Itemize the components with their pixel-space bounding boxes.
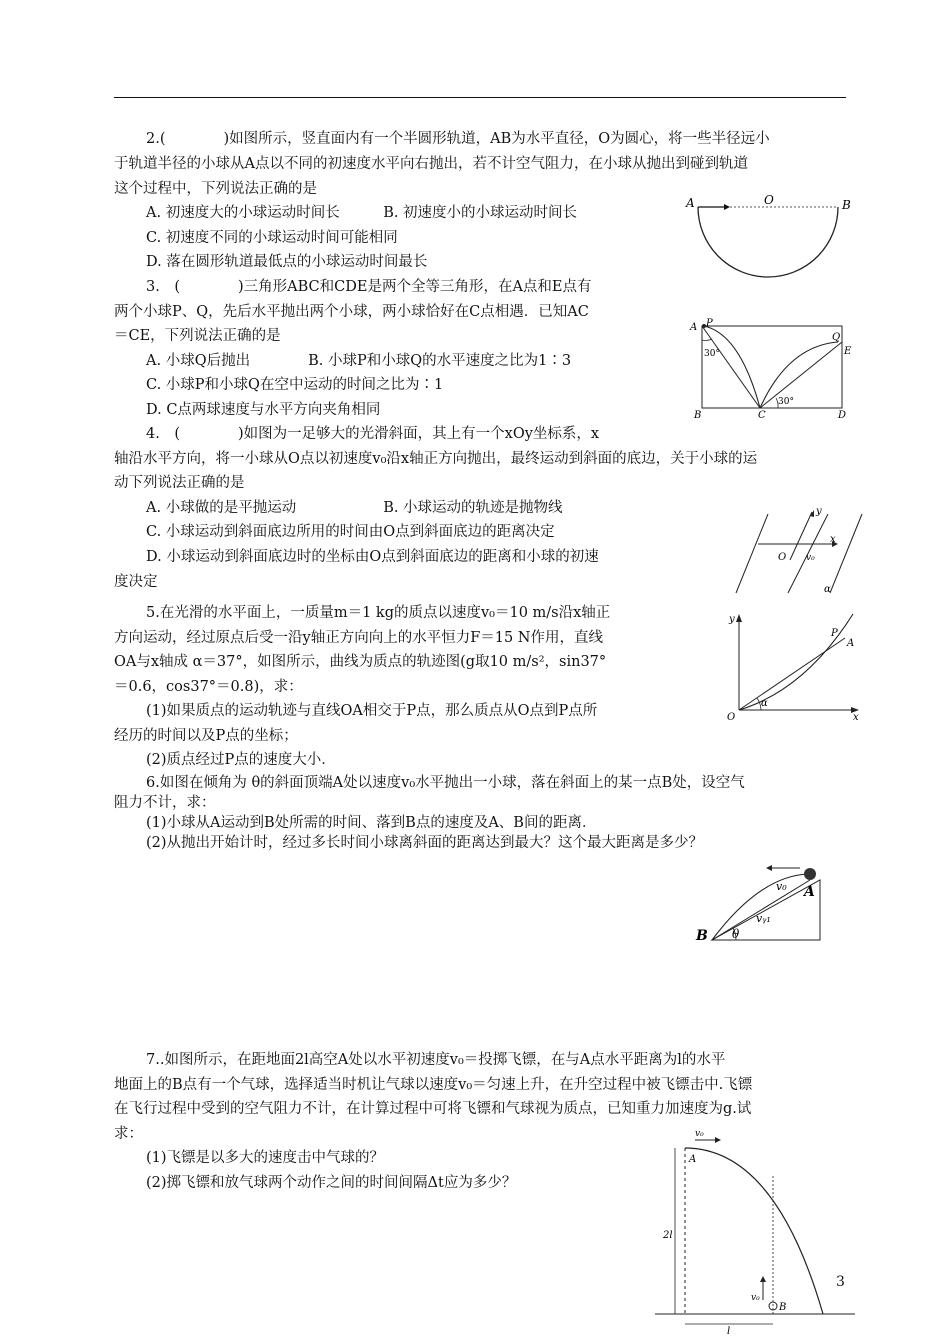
text-line: 于轨道半径的小球从A点以不同的初速度水平向右抛出，若不计空气阻力，在小球从抛出到碰到轨道 (114, 156, 748, 172)
label-A: A (690, 322, 698, 333)
trajectory-figure (725, 610, 865, 722)
label-P: P (831, 628, 838, 639)
label-x: x (853, 712, 859, 722)
text-line: (2)质点经过P点的速度大小． (146, 752, 336, 768)
text-line: OA与x轴成 α＝37°，如图所示，曲线为质点的轨迹图(g取10 m/s²，sin37° (114, 654, 607, 670)
text-line: ＝0.6，cos37°＝0.8)，求： (114, 679, 303, 695)
text-line: C. 小球P和小球Q在空中运动的时间之比为∶1 (146, 377, 444, 393)
text-line: (2)从抛出开始计时，经过多长时间小球离斜面的距离达到最大？这个最大距离是多少？ (146, 835, 704, 851)
text-line: 2.( )如图所示，竖直面内有一个半圆形轨道，AB为水平直径，O为圆心，将一些半径远小 (146, 131, 770, 147)
text-line: (1)飞镖是以多大的速度击中气球的？ (146, 1150, 385, 1166)
text-line: D. 落在圆形轨道最低点的小球运动时间最长 (146, 254, 428, 270)
label-v0-top: v₀ (695, 1129, 704, 1139)
label-l: l (727, 1326, 731, 1337)
label-O: O (727, 712, 736, 722)
label-B: B (842, 198, 851, 212)
text-line: 动下列说法正确的是 (114, 475, 245, 491)
header-rule (114, 97, 846, 98)
label-B: B (779, 1302, 787, 1313)
text-line: (1)小球从A运动到B处所需的时间、落到B点的速度及A、B间的距离． (146, 815, 597, 831)
label-alpha: α (761, 698, 768, 709)
label-D: D (838, 410, 847, 421)
text-line: C. 初速度不同的小球运动时间可能相同 (146, 230, 398, 246)
text-line: D. C点两球速度与水平方向夹角相同 (146, 402, 381, 418)
angle-label: 30° (778, 397, 794, 407)
label-C: C (758, 410, 766, 421)
label-y: y (729, 614, 735, 625)
text-line: 两个小球P、Q，先后水平抛出两个小球，两小球恰好在C点相遇．已知AC (114, 304, 589, 320)
label-B: B (696, 928, 708, 944)
text-line: 轴沿水平方向，将一小球从O点以初速度v₀沿x轴正方向抛出，最终运动到斜面的底边，关于小球的运 (114, 451, 758, 467)
text-line: 5.在光滑的水平面上，一质量m＝1 kg的质点以速度v₀＝10 m/s沿x轴正 (146, 605, 611, 621)
label-theta: θ (732, 927, 740, 941)
label-A: A (689, 1154, 697, 1165)
text-line: (2)掷飞镖和放气球两个动作之间的时间间隔Δt应为多少？ (146, 1175, 517, 1191)
label-y: y (816, 508, 822, 517)
label-vy1: vᵧ₁ (756, 912, 771, 925)
text-line: 度决定 (114, 574, 158, 590)
label-v0: v₀ (776, 880, 787, 893)
text-line: 4. ( )如图为一足够大的光滑斜面，其上有一个xOy坐标系，x (146, 426, 600, 442)
page-number: 3 (836, 1274, 845, 1290)
semicircle-track-figure (680, 190, 860, 290)
text-line: 经历的时间以及P点的坐标； (114, 728, 298, 744)
text-line: 6.如图在倾角为 θ的斜面顶端A处以速度v₀水平抛出一小球，落在斜面上的某一点B处，设空气 (146, 775, 745, 791)
dart-balloon-figure (655, 1128, 855, 1344)
label-A: A (804, 884, 815, 900)
text-line: 方向运动，经过原点后受一沿y轴正方向向上的水平恒力F＝15 N作用，直线 (114, 630, 603, 646)
text-line: A. 小球做的是平抛运动 B. 小球运动的轨迹是抛物线 (146, 500, 563, 516)
text-line: 阻力不计，求： (114, 795, 216, 811)
text-line: D. 小球运动到斜面底边时的坐标由O点到斜面底边的距离和小球的初速 (146, 549, 599, 565)
text-line: 3. ( )三角形ABC和CDE是两个全等三角形，在A点和E点有 (146, 279, 592, 295)
text-line: 在飞行过程中受到的空气阻力不计，在计算过程中可将飞镖和气球视为质点，已知重力加速度为g.试 (114, 1101, 752, 1117)
label-v0: v₀ (806, 553, 815, 563)
text-line: A. 小球Q后抛出 B. 小球P和小球Q的水平速度之比为1∶3 (146, 353, 572, 369)
text-line: 地面上的B点有一个气球，选择适当时机让气球以速度v₀＝匀速上升，在升空过程中被飞镖击中.飞镖 (114, 1077, 753, 1093)
label-A: A (686, 196, 695, 210)
text-line: 7..如图所示，在距地面2l高空A处以水平初速度v₀＝投掷飞镖，在与A点水平距离为l的水平 (146, 1052, 726, 1068)
label-Q: Q (832, 332, 841, 343)
label-x: x (830, 534, 836, 545)
label-h: 2l (663, 1230, 673, 1241)
label-O: O (764, 193, 774, 207)
label-E: E (844, 346, 852, 357)
label-A: A (847, 638, 855, 649)
label-v0-bottom: v₀ (751, 1293, 760, 1303)
slope-projectile-figure (688, 858, 828, 948)
text-line: (1)如果质点的运动轨迹与直线OA相交于P点，那么质点从O点到P点所 (146, 703, 598, 719)
text-line: 这个过程中，下列说法正确的是 (114, 181, 317, 197)
text-line: C. 小球运动到斜面底边所用的时间由O点到斜面底边的距离决定 (146, 524, 555, 540)
label-P: P (706, 318, 713, 329)
text-line: A. 初速度大的小球运动时间长 B. 初速度小的小球运动时间长 (146, 205, 578, 221)
label-O: O (778, 552, 787, 563)
inclined-plane-figure (728, 508, 868, 598)
triangles-figure (688, 312, 858, 422)
text-line: ＝CE，下列说法正确的是 (114, 328, 281, 344)
text-line: 求： (114, 1126, 143, 1142)
angle-label: 30° (704, 349, 720, 359)
label-alpha: α (824, 584, 831, 595)
label-B: B (694, 410, 702, 421)
